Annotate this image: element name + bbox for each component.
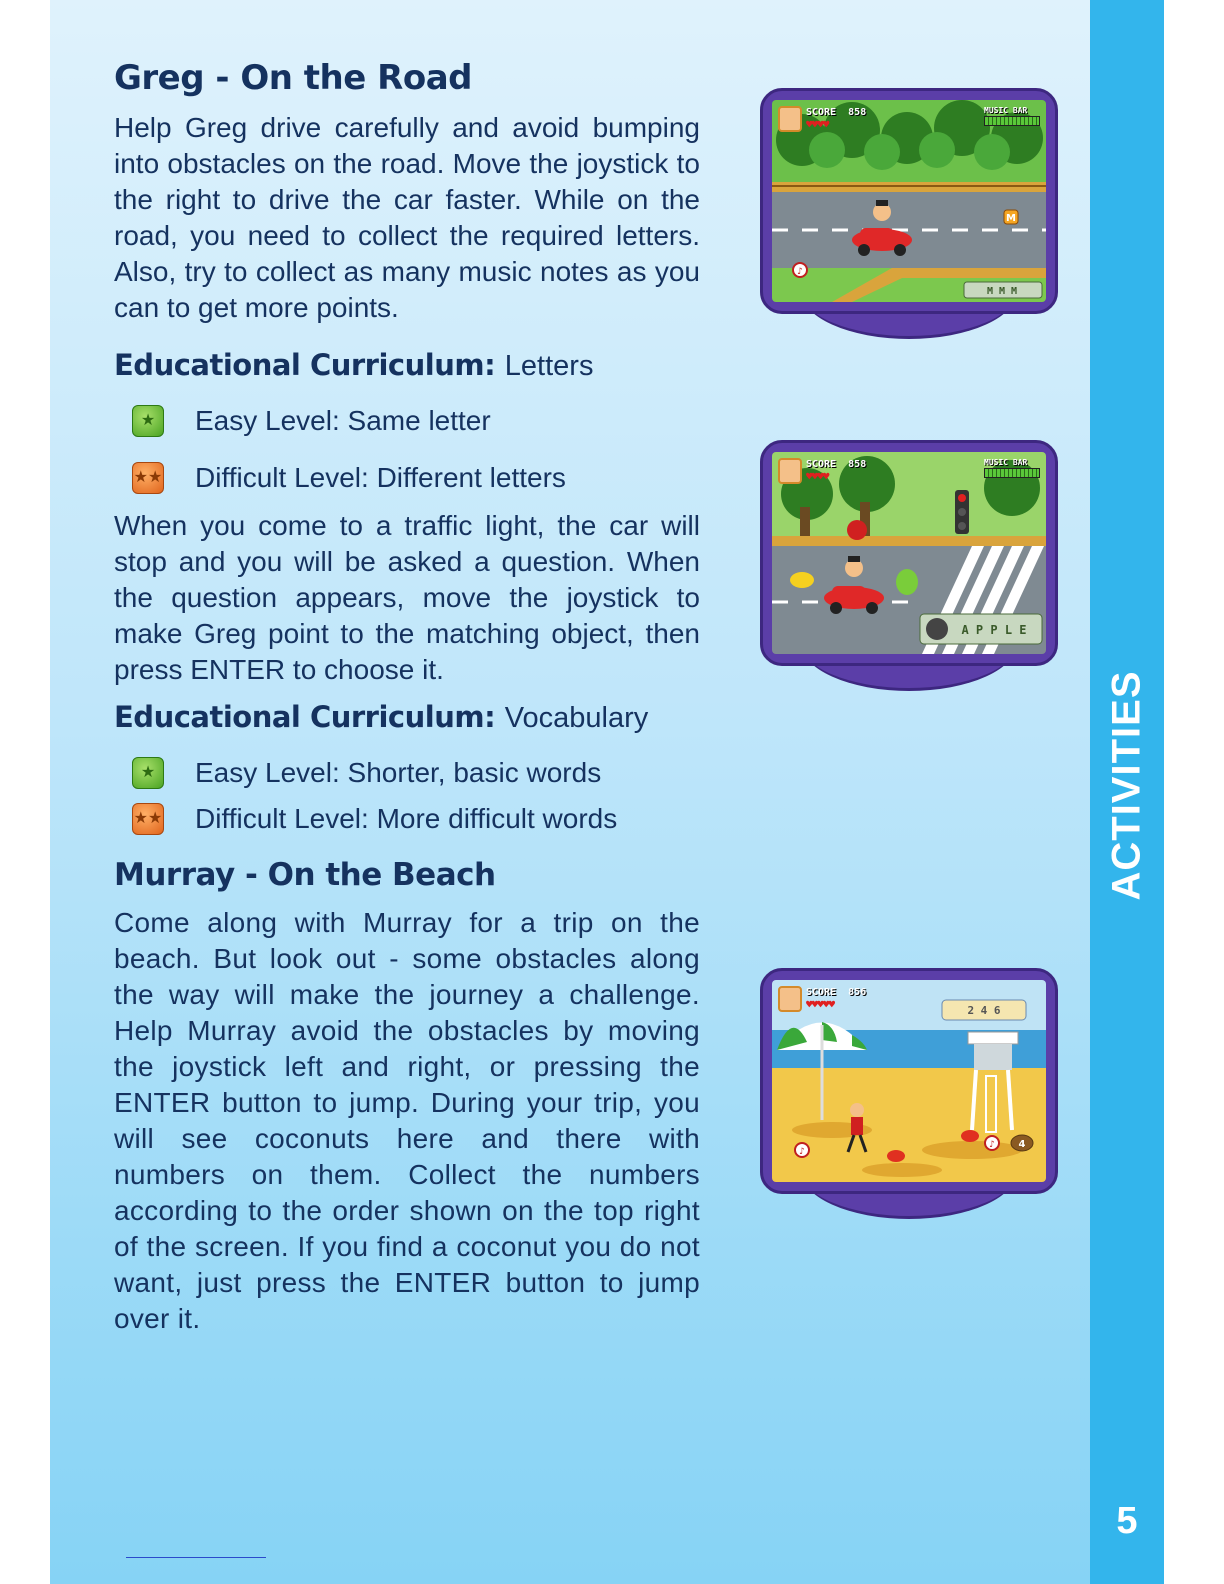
traffic-light-paragraph: When you come to a traffic light, the car will stop and you will be asked a question. When the question appears, move the joystick to make Greg point to the matching object, then press ENTER to choose it. — [114, 510, 700, 685]
road-game-screen — [772, 100, 1046, 302]
curriculum-vocabulary-heading — [114, 700, 700, 735]
curriculum-letters-heading — [114, 348, 700, 383]
difficult-level-vocabulary — [114, 801, 700, 837]
hearts-icon: ♥♥♥♥ — [806, 118, 829, 131]
letter-pickup: M — [1006, 213, 1016, 224]
greg-intro-paragraph: Help Greg drive carefully and avoid bumping into obstacles on the road. Move the joystick to the right to drive the car faster. While on the road, you need to collect the required letters. Also, try to collect as many music notes as you can to get more points. — [114, 112, 700, 323]
road-game-screenshot — [760, 88, 1058, 338]
score-value: 856 — [848, 987, 867, 998]
music-bar-label: MUSIC BAR — [984, 106, 1028, 115]
svg-text:♪: ♪ — [989, 1140, 995, 1150]
difficult-level-letters — [114, 460, 700, 496]
easy-level-icon: ★ — [132, 757, 164, 789]
hearts-icon: ♥♥♥♥ — [806, 470, 829, 483]
difficult-level-icon: ★★ — [132, 803, 164, 835]
murray-paragraph: Come along with Murray for a trip on the beach. But look out - some obstacles along the way will make the journey a challenge. Help Murray avoid the obstacles by moving the joystick left and right, or pressing the ENTER button to jump. During your trip, you will see coconuts here and there with numbers on them. Collect the numbers according to the order shown on the top right of the screen. If you find a coconut you do not want, just press the ENTER button to jump over it. — [114, 907, 700, 1334]
question-word: A P P L E — [961, 623, 1027, 637]
score-hud — [778, 106, 866, 132]
footer-rule — [126, 1557, 266, 1558]
music-bar — [984, 106, 1040, 126]
music-bar-label: MUSIC BAR — [984, 458, 1028, 467]
easy-level-icon: ★ — [132, 405, 164, 437]
difficult-level-text: Difficult Level: Different letters — [195, 462, 566, 493]
murray-section-title: Murray - On the Beach — [114, 857, 496, 893]
pear-icon — [896, 569, 918, 595]
music-note-icon: ♪ — [799, 1147, 805, 1157]
difficult-level-text: Difficult Level: More difficult words — [195, 803, 618, 834]
avatar — [778, 458, 802, 484]
curriculum-subject: Vocabulary — [504, 702, 649, 734]
collected-letters: M M M — [986, 286, 1018, 297]
avatar — [778, 106, 802, 132]
curriculum-subject: Letters — [504, 350, 594, 382]
easy-level-vocabulary — [114, 755, 700, 791]
beach-game-screenshot — [760, 968, 1058, 1218]
greg-section-title: Greg - On the Road — [114, 58, 472, 98]
activities-tab-text: ACTIVITIES — [1104, 669, 1149, 901]
score-label: SCORE — [806, 459, 837, 470]
music-bar-meter — [984, 116, 1040, 126]
page-number: 5 — [1116, 1500, 1138, 1542]
score-label: SCORE — [806, 107, 837, 118]
easy-level-text: Easy Level: Shorter, basic words — [195, 757, 602, 788]
curriculum-label: Educational Curriculum: — [114, 348, 496, 382]
music-bar — [984, 458, 1040, 478]
avatar — [778, 986, 802, 1012]
hearts-icon: ♥♥♥♥♥ — [806, 998, 835, 1011]
coconut-number: 4 — [1018, 1139, 1026, 1150]
curriculum-label: Educational Curriculum: — [114, 700, 496, 734]
banana-icon — [790, 572, 814, 588]
beach-game-screen — [772, 980, 1046, 1182]
easy-level-letters — [114, 403, 700, 439]
manual-content — [114, 58, 700, 1337]
activities-tab-label — [1090, 660, 1164, 910]
music-note-icon: ♪ — [797, 267, 803, 277]
apple-icon — [847, 520, 867, 540]
traffic-game-screenshot — [760, 440, 1058, 690]
score-hud — [778, 986, 866, 1012]
easy-level-text: Easy Level: Same letter — [195, 405, 491, 436]
music-bar-meter — [984, 468, 1040, 478]
score-label: SCORE — [806, 987, 837, 998]
traffic-game-screen — [772, 452, 1046, 654]
number-sequence: 2 4 6 — [967, 1004, 1001, 1017]
score-value: 858 — [848, 459, 867, 470]
score-hud — [778, 458, 866, 484]
difficult-level-icon: ★★ — [132, 462, 164, 494]
score-value: 858 — [848, 107, 867, 118]
